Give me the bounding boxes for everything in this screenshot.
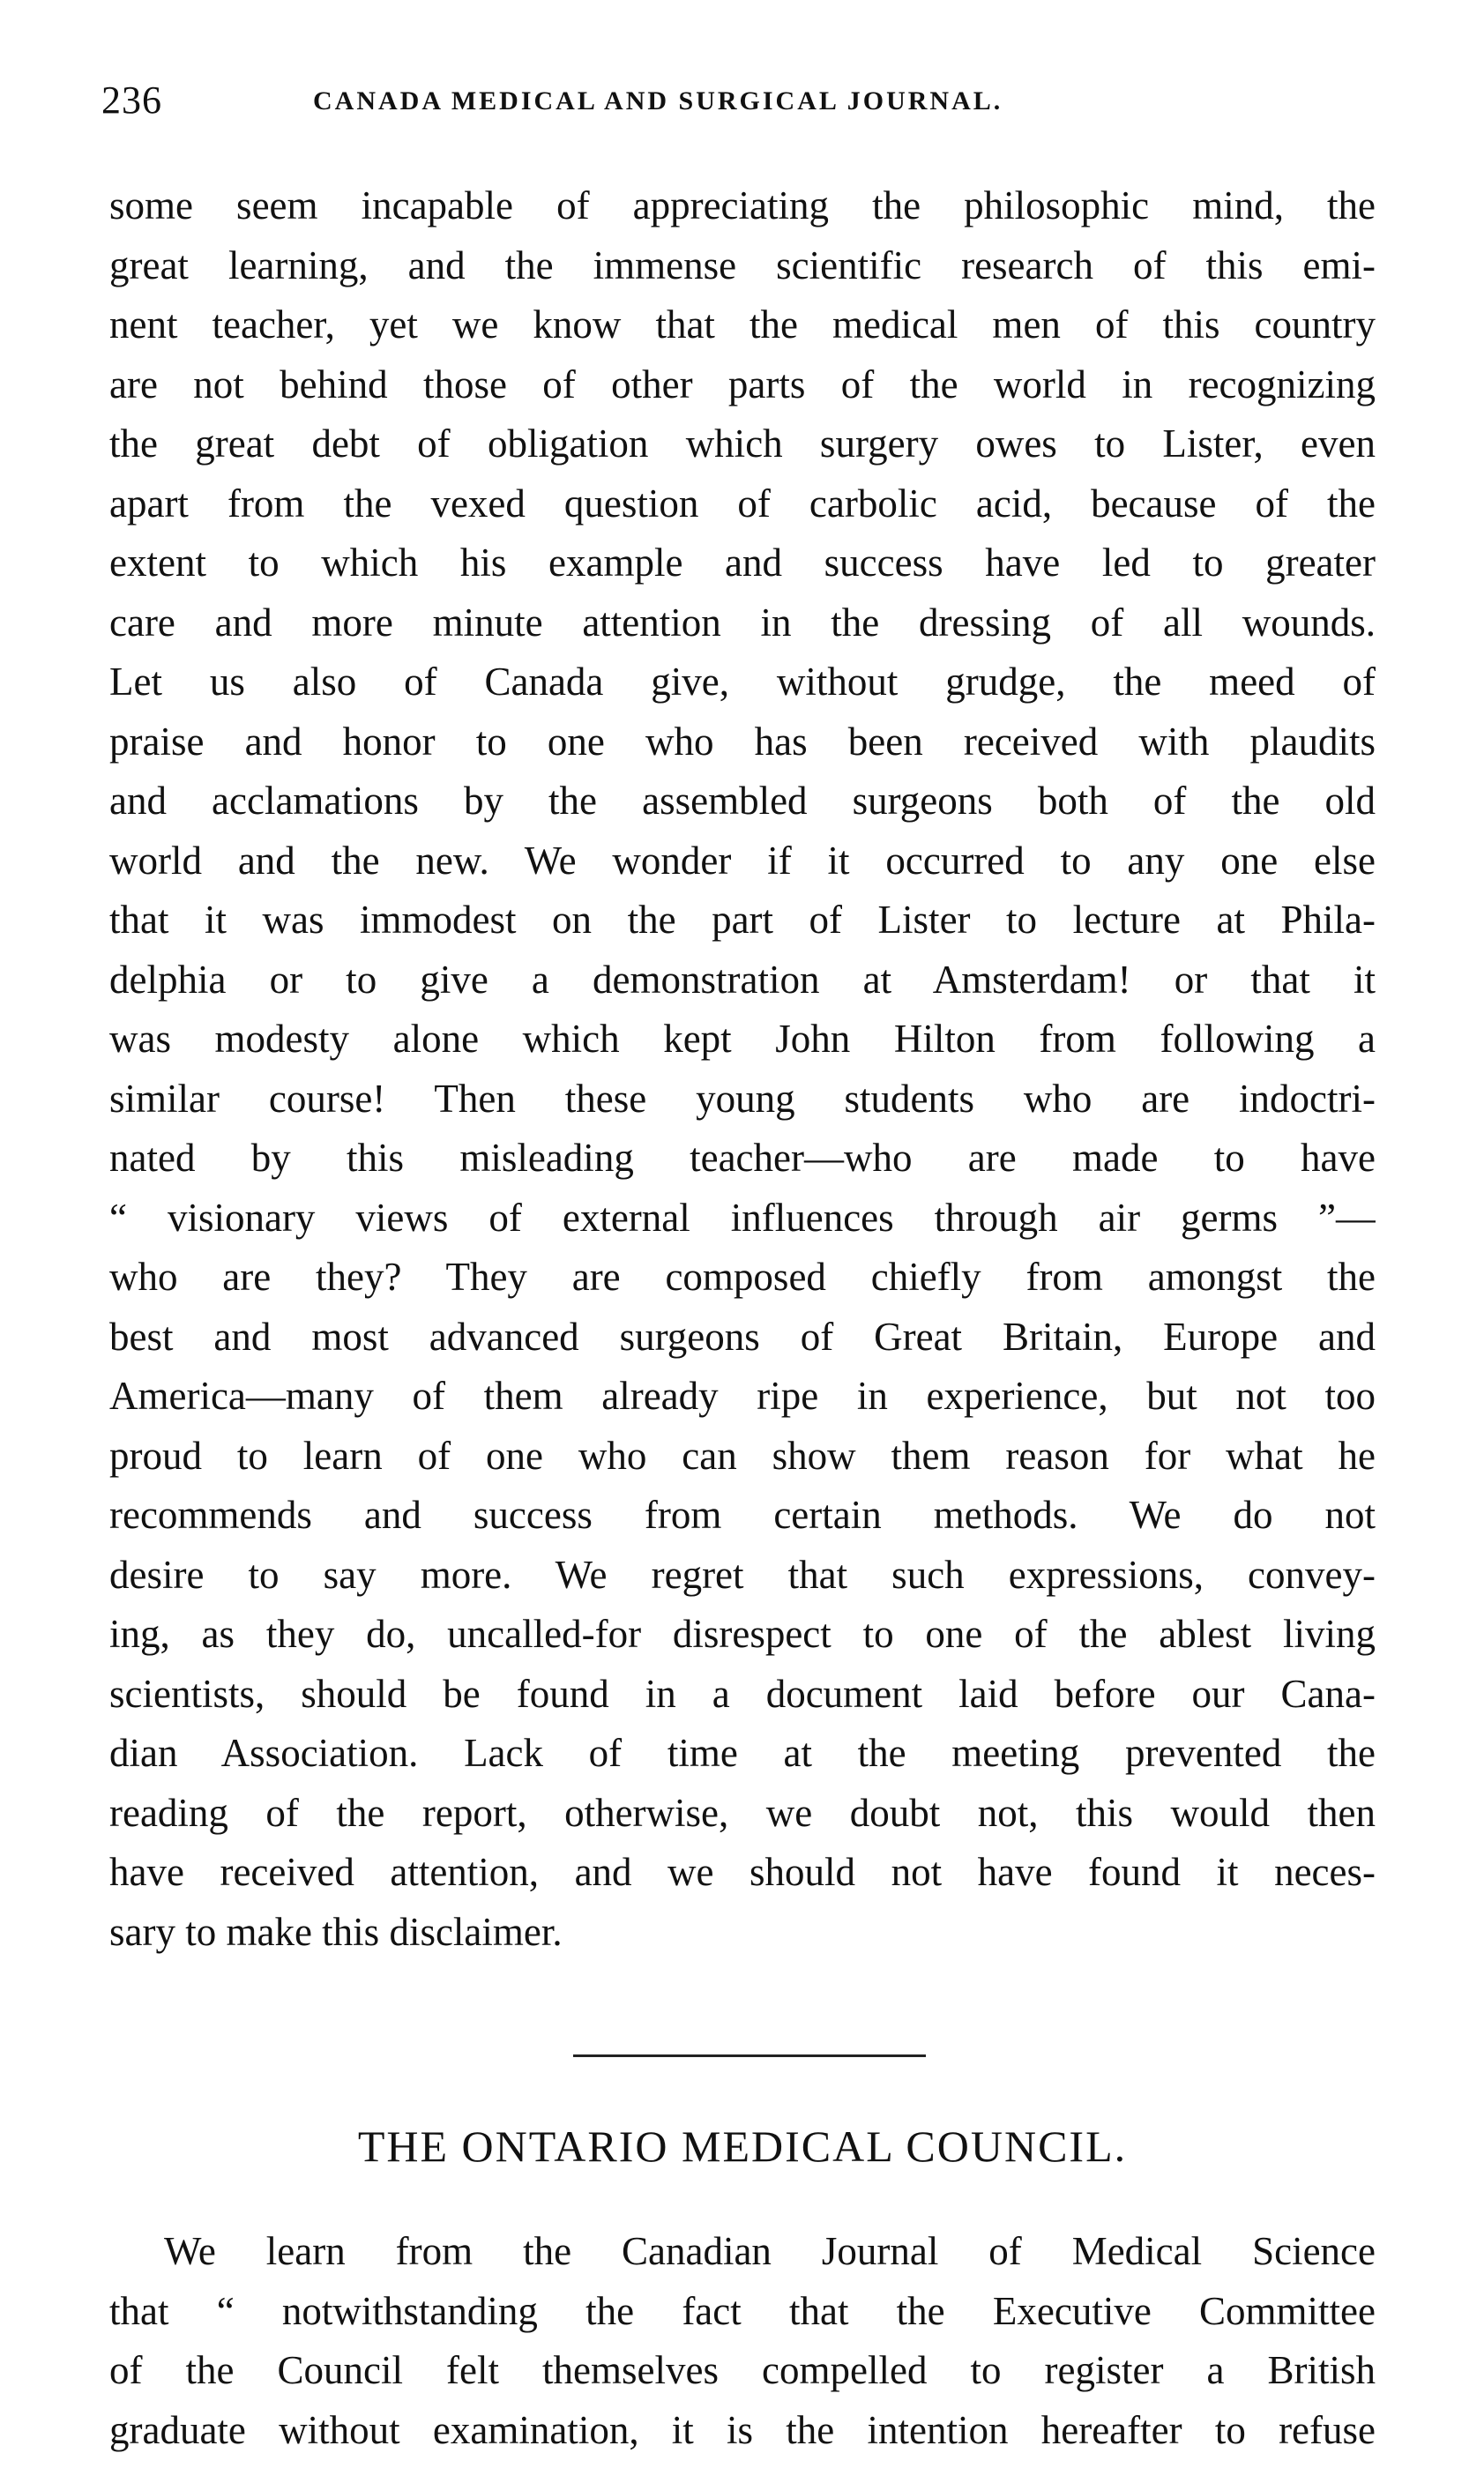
body-line: reading of the report, otherwise, we doubt not, this would then: [109, 1790, 1376, 1835]
body-line: scientists, should be found in a document laid before our Cana-: [109, 1671, 1376, 1716]
body-line: that it was immodest on the part of Lister to lecture at Phila-: [109, 898, 1376, 942]
body-line: similar course! Then these young students who are indoctri-: [109, 1076, 1376, 1121]
body-line: best and most advanced surgeons of Great Britain, Europe and: [109, 1314, 1376, 1359]
body-line: dian Association. Lack of time at the meeting prevented the: [109, 1731, 1376, 1775]
body-line: Let us also of Canada give, without grudge, the meed of: [109, 660, 1376, 704]
section-line: graduate without examination, it is the intention hereafter to refuse: [109, 2407, 1376, 2452]
page-number: 236: [101, 78, 162, 122]
body-line: delphia or to give a demonstration at Amsterdam! or that it: [109, 957, 1376, 1002]
body-line: and acclamations by the assembled surgeons both of the old: [109, 779, 1376, 823]
body-line: are not behind those of other parts of the world in recognizing: [109, 362, 1376, 406]
section-heading: THE ONTARIO MEDICAL COUNCIL.: [357, 2121, 1128, 2171]
body-line: “ visionary views of external influences through air germs ”—: [109, 1195, 1376, 1240]
body-line: great learning, and the immense scientific research of this emi-: [109, 242, 1376, 287]
body-line: nated by this misleading teacher—who are made to have: [109, 1136, 1376, 1180]
body-line: who are they? They are composed chiefly from amongst the: [109, 1255, 1376, 1299]
article-body: [109, 176, 1376, 1962]
running-title: CANADA MEDICAL AND SURGICAL JOURNAL.: [313, 86, 1003, 116]
body-line: was modesty alone which kept John Hilton from following a: [109, 1017, 1376, 1061]
body-line: nent teacher, yet we know that the medical men of this country: [109, 302, 1376, 347]
section-line: that “ notwithstanding the fact that the Executive Committee: [109, 2288, 1376, 2333]
body-line: some seem incapable of appreciating the philosophic mind, the: [109, 183, 1376, 227]
body-line: proud to learn of one who can show them reason for what he: [109, 1433, 1376, 1478]
body-line: ing, as they do, uncalled-for disrespect to one of the ablest living: [109, 1612, 1376, 1656]
body-line: the great debt of obligation which surgery owes to Lister, even: [109, 421, 1376, 466]
body-line: have received attention, and we should not have found it neces-: [109, 1850, 1376, 1894]
body-line: recommends and success from certain methods. We do not: [109, 1493, 1376, 1537]
section-body: [109, 2222, 1376, 2460]
section-divider: [573, 2054, 926, 2057]
section-line: of the Council felt themselves compelled to register a British: [109, 2348, 1376, 2392]
body-line: extent to which his example and success have led to greater: [109, 541, 1376, 585]
body-line: care and more minute attention in the dressing of all wounds.: [109, 600, 1376, 645]
body-line: desire to say more. We regret that such expressions, convey-: [109, 1552, 1376, 1597]
body-line: America—many of them already ripe in experience, but not too: [109, 1374, 1376, 1418]
body-line: praise and honor to one who has been received with plaudits: [109, 719, 1376, 764]
page-header: [101, 78, 1406, 130]
body-line: world and the new. We wonder if it occurred to any one else: [109, 838, 1376, 883]
body-line: apart from the vexed question of carbolic acid, because of the: [109, 481, 1376, 526]
section-line: We learn from the Canadian Journal of Medical Science: [164, 2229, 1376, 2273]
body-line: sary to make this disclaimer.: [109, 1909, 563, 1954]
